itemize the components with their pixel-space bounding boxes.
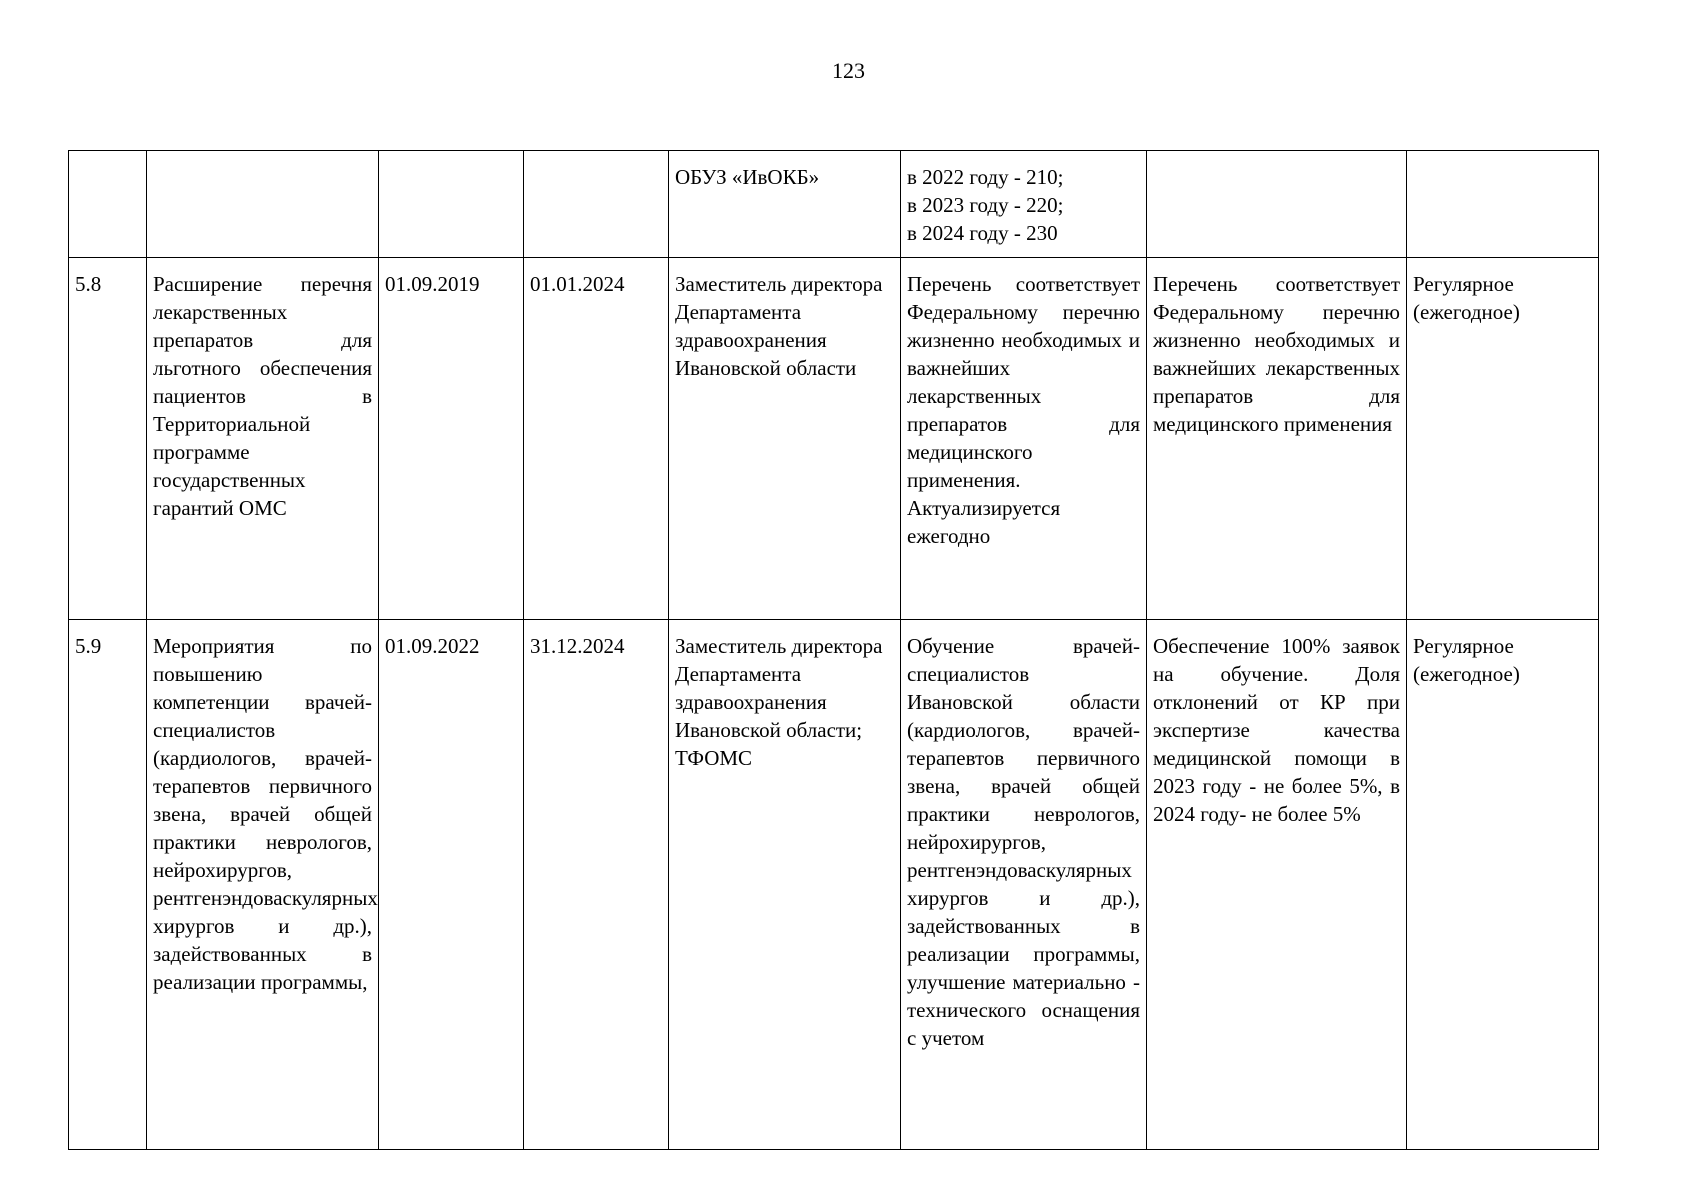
start-date-cell: 01.09.2022 (379, 620, 524, 1150)
characteristic-cell: Перечень соответствует Федеральному перечню жизненно необходимых и важнейших лекарственных препаратов для медицинского применения. Актуализируется ежегодно (901, 258, 1147, 620)
end-date-cell (524, 151, 669, 258)
row-number-cell: 5.8 (69, 258, 147, 620)
table-row (69, 258, 1599, 620)
event-cell (147, 151, 379, 258)
row-number-cell (69, 151, 147, 258)
responsible-cell: Заместитель директора Департамента здравоохранения Ивановской области (669, 258, 901, 620)
start-date-cell (379, 151, 524, 258)
periodicity-cell (1407, 151, 1599, 258)
event-cell: Расширение перечня лекарственных препаратов для льготного обеспечения пациентов в Территориальной программе государственных гарантий ОМС (147, 258, 379, 620)
start-date-cell: 01.09.2019 (379, 258, 524, 620)
indicator-cell (1147, 151, 1407, 258)
end-date-cell: 01.01.2024 (524, 258, 669, 620)
characteristic-cell: в 2022 году - 210; в 2023 году - 220; в 2024 году - 230 (901, 151, 1147, 258)
page-number: 123 (832, 58, 865, 83)
indicator-cell: Обеспечение 100% заявок на обучение. Доля отклонений от КР при экспертизе качества медицинской помощи в 2023 году - не более 5%, в 2024 году- не более 5% (1147, 620, 1407, 1150)
periodicity-cell: Регулярное (ежегодное) (1407, 258, 1599, 620)
event-cell: Мероприятия по повышению компетенции врачей-специалистов (кардиологов, врачей-терапевтов первичного звена, врачей общей практики неврологов, нейрохирургов, рентгенэндоваскулярных хирургов и др.), задействованных в реализации программы, (147, 620, 379, 1150)
measures-table (68, 150, 1599, 1150)
end-date-cell: 31.12.2024 (524, 620, 669, 1150)
indicator-cell: Перечень соответствует Федеральному перечню жизненно необходимых и важнейших лекарственных препаратов для медицинского применения (1147, 258, 1407, 620)
responsible-cell: ОБУЗ «ИвОКБ» (669, 151, 901, 258)
periodicity-cell: Регулярное (ежегодное) (1407, 620, 1599, 1150)
row-number-cell: 5.9 (69, 620, 147, 1150)
table-row (69, 620, 1599, 1150)
characteristic-cell: Обучение врачей-специалистов Ивановской области (кардиологов, врачей-терапевтов первичного звена, врачей общей практики неврологов, нейрохирургов, рентгенэндоваскулярных хирургов и др.), задействованных в реализации программы, улучшение материально - технического оснащения с учетом (901, 620, 1147, 1150)
table-row (69, 151, 1599, 258)
responsible-cell: Заместитель директора Департамента здравоохранения Ивановской области; ТФОМС (669, 620, 901, 1150)
